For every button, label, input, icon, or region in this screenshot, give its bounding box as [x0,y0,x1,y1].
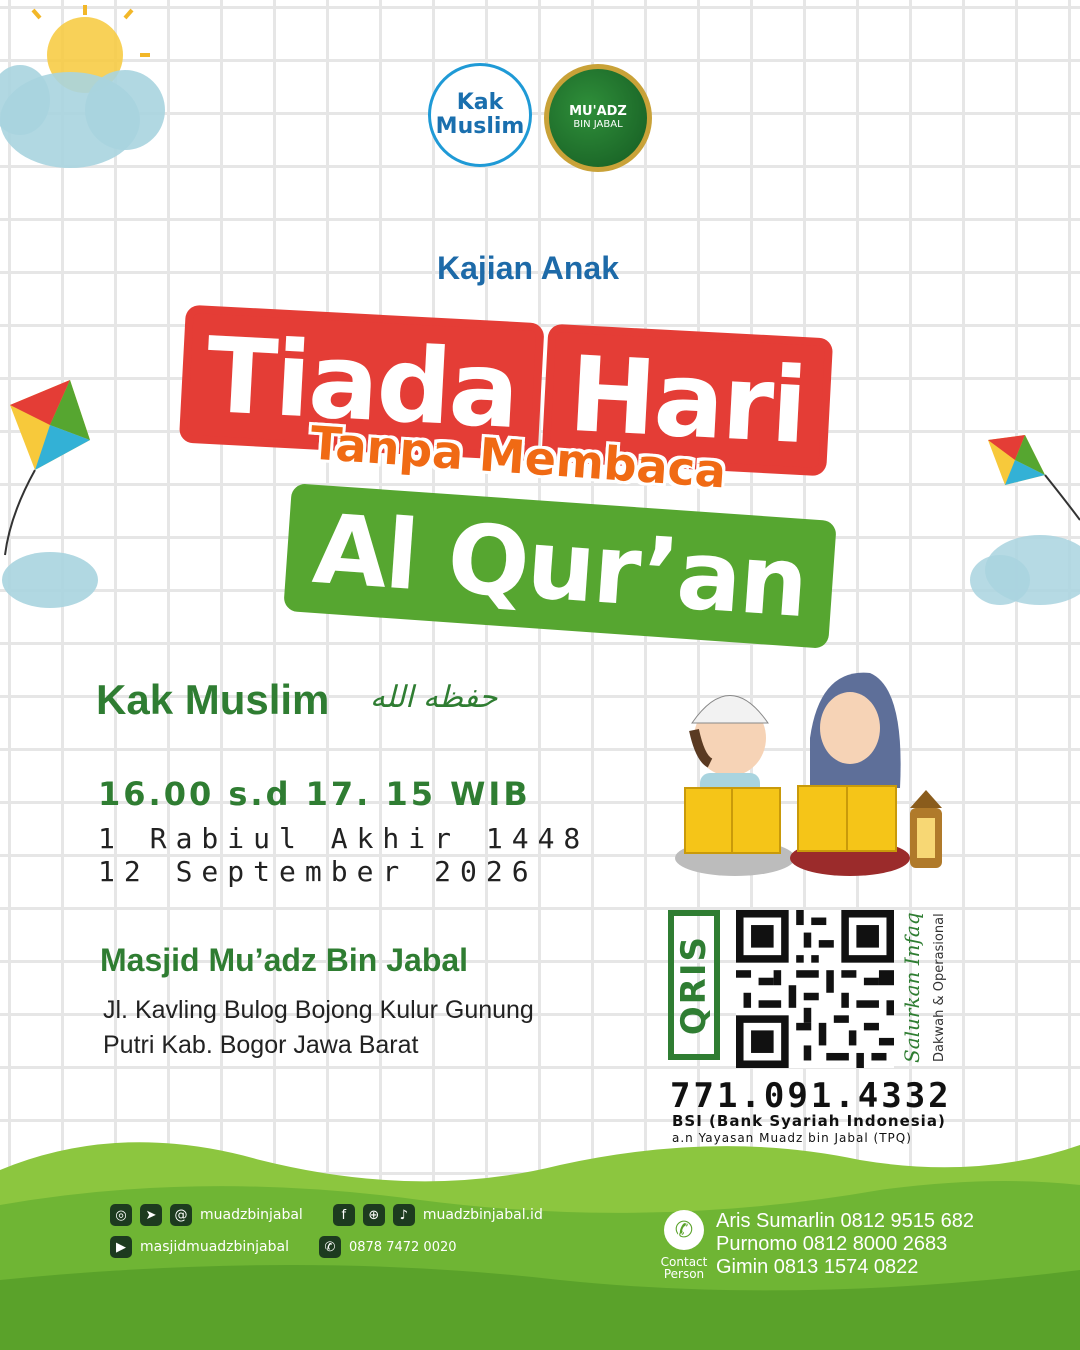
muadz-logo-line1: MU'ADZ [569,104,627,119]
qris-logo [668,910,720,1060]
infaq-subtitle: Dakwah & Operasional [932,913,947,1062]
infaq-title: Salurkan Infaq [900,912,924,1063]
title-word-tiada: Tiada [187,313,536,453]
muadz-logo-line2: BIN JABAL [573,119,623,130]
tiktok-icon[interactable]: ♪ [393,1204,415,1226]
kite-right-illustration [940,430,1080,650]
title-line2: Tanpa Membaca [308,415,728,499]
social-row-2 [110,1236,457,1258]
kak-muslim-logo [428,63,532,167]
event-kicker: Kajian Anak [437,250,619,286]
qr-code[interactable] [736,910,894,1068]
globe-icon[interactable]: ⊕ [363,1204,385,1226]
hijri-date: 1 Rabiul Akhir 1448 [98,822,590,855]
qris-label: QRIS [674,934,714,1036]
gregorian-date: 12 September 2026 [98,855,538,888]
social-row-1 [110,1204,543,1226]
website-link[interactable]: muadzbinjabal.id [422,1207,543,1223]
title-word-hari: Hari [550,332,824,468]
speaker-honorific: حفظه الله [370,680,498,715]
title-word-quran: Al Qur’an [292,492,828,641]
account-number: 771.091.4332 [670,1076,952,1116]
children-reading-illustration [670,668,960,888]
bank-name: BSI (Bank Syariah Indonesia) [672,1112,946,1130]
kak-logo-line2: Muslim [435,114,525,139]
youtube-icon[interactable]: ▶ [110,1236,132,1258]
contact-person-label: Contact Person [660,1255,708,1281]
account-holder: a.n Yayasan Muadz bin Jabal (TPQ) [672,1131,912,1145]
contact-whatsapp-icon: ✆ [664,1210,704,1250]
speaker-name: Kak Muslim [96,676,330,723]
sun-cloud-illustration [0,0,180,190]
kite-left-illustration [0,375,100,615]
telegram-icon[interactable]: ➤ [140,1204,162,1226]
kak-logo-line1: Kak [456,90,504,115]
youtube-handle[interactable]: masjidmuadzbinjabal [140,1239,289,1255]
instagram-handle[interactable]: muadzbinjabal [200,1207,303,1223]
instagram-icon[interactable]: ◎ [110,1204,132,1226]
contact-2: Purnomo 0812 8000 2683 [716,1233,948,1255]
venue-address-line1: Jl. Kavling Bulog Bojong Kulur Gunung [103,996,534,1024]
title-line3 [292,492,828,641]
contact-1: Aris Sumarlin 0812 9515 682 [716,1210,974,1232]
muadz-bin-jabal-logo [544,64,652,172]
venue-name: Masjid Mu’adz Bin Jabal [100,942,469,978]
whatsapp-number[interactable]: 0878 7472 0020 [348,1239,457,1255]
facebook-icon[interactable]: f [333,1204,355,1226]
threads-icon[interactable]: @ [170,1204,192,1226]
contact-3: Gimin 0813 1574 0822 [716,1256,919,1278]
venue-address-line2: Putri Kab. Bogor Jawa Barat [103,1031,419,1059]
event-time: 16.00 s.d 17. 15 WIB [98,775,531,813]
whatsapp-icon[interactable]: ✆ [319,1236,341,1258]
